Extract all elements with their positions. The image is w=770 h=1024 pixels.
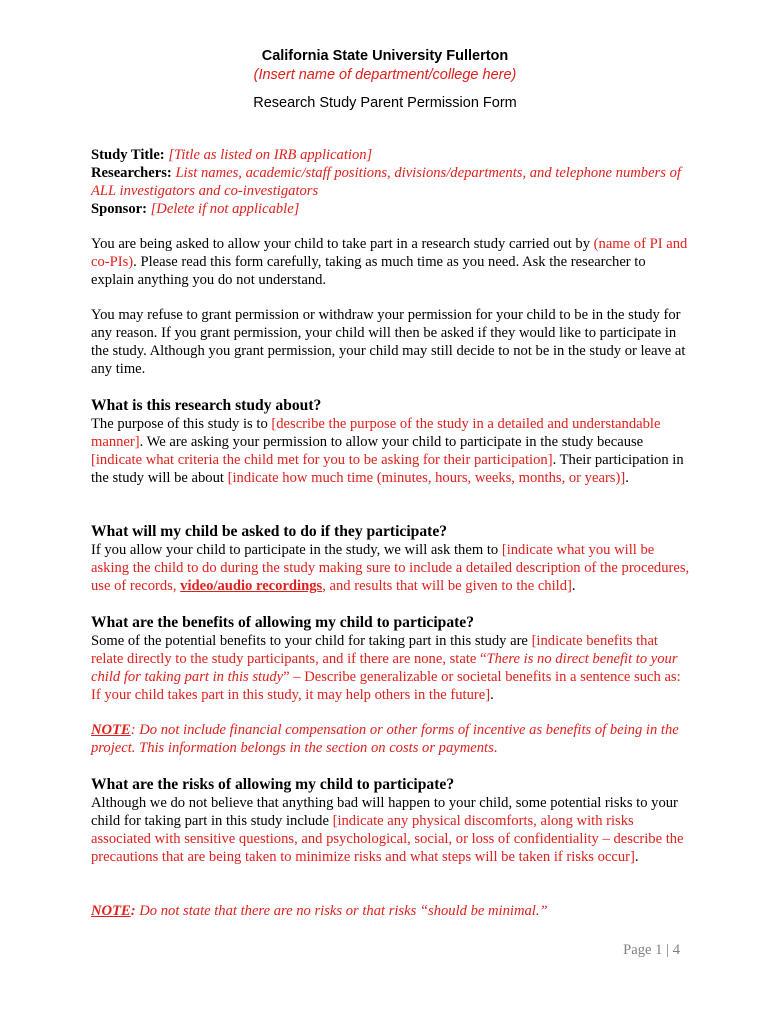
- benefits-text: Some of the potential benefits to your child for taking part in this study are: [91, 633, 532, 649]
- benefits-note: [91, 721, 691, 757]
- sponsor-line: [91, 200, 691, 218]
- section-risks-heading: What are the risks of allowing my child to participate?: [91, 776, 455, 793]
- risks-text: Although we do not believe that anything bad will happen to your child, some potential risks to your child for taking part in this study include: [91, 795, 678, 829]
- intro-pi-placeholder: (name of PI and co-PIs): [91, 236, 688, 270]
- benefits-placeholder: [indicate benefits that relate directly to the study participants, and if there are none, state “: [91, 633, 658, 667]
- researchers-line: [91, 164, 691, 200]
- researchers-label: Researchers:: [91, 165, 172, 181]
- benefits-placeholder-end: ” – Describe generalizable or societal benefits in a sentence such as: If your child takes part in this study, it may help others in the future]: [91, 669, 681, 703]
- risks-note-colon: :: [130, 903, 136, 919]
- risks-note-label: NOTE: [91, 903, 131, 919]
- section-tasks-body: [91, 541, 691, 595]
- intro-text-cont: . Please read this form carefully, taking as much time as you need. Ask the researcher to explain anything you do not understand.: [91, 254, 646, 288]
- tasks-text-end: .: [571, 578, 576, 594]
- section-about-heading: What is this research study about?: [91, 397, 322, 414]
- tasks-placeholder: [indicate what you will be asking the child to do during the study making sure to include a detailed description of the procedures, use of records,: [91, 542, 690, 594]
- tasks-placeholder-end: , and results that will be given to the child]: [322, 578, 572, 594]
- form-title-text: Research Study Parent Permission Form: [253, 95, 517, 111]
- about-purpose-placeholder: [describe the purpose of the study in a detailed and understandable manner]: [91, 416, 661, 450]
- risks-note-text: Do not state that there are no risks or that risks “should be minimal.”: [135, 903, 548, 919]
- study-title-label: Study Title:: [91, 147, 165, 163]
- study-title-value: [Title as listed on IRB application]: [168, 147, 373, 163]
- risks-note: [91, 902, 691, 920]
- form-title: [0, 95, 770, 111]
- section-about-body: [91, 415, 691, 487]
- department-placeholder: (Insert name of department/college here): [253, 67, 517, 83]
- about-time-placeholder: [indicate how much time (minutes, hours, weeks, months, or years)]: [227, 470, 626, 486]
- tasks-recordings-emphasis: video/audio recordings: [180, 578, 323, 594]
- risks-placeholder: [indicate any physical discomforts, along with risks associated with sensitive questions, and psychological, social, or loss of confidentiality – describe the precautions that are being taken to minimize risks and what steps will be taken if risks occur]: [91, 813, 684, 865]
- about-text-2: . We are asking your permission to allow your child to participate in the study because: [139, 434, 644, 450]
- sponsor-value: [Delete if not applicable]: [150, 201, 300, 217]
- tasks-text: If you allow your child to participate in the study, we will ask them to: [91, 542, 502, 558]
- section-tasks: [91, 523, 691, 595]
- benefits-note-end: .: [493, 740, 498, 756]
- study-title-line: [91, 146, 691, 164]
- section-benefits-body: [91, 632, 691, 704]
- intro-text: You are being asked to allow your child to take part in a research study carried out by: [91, 236, 594, 252]
- university-name: California State University Fullerton: [261, 48, 509, 64]
- about-text: The purpose of this study is to: [91, 416, 272, 432]
- intro-paragraph-2: You may refuse to grant permission or withdraw your permission for your child to be in the study for any reason. If you grant permission, your child will then be asked if they would like to participate in the study. Although you grant permission, your child may still decide to not be in the study or leave at any time.: [91, 307, 686, 377]
- section-risks: [91, 776, 691, 866]
- about-text-end: .: [625, 470, 629, 486]
- section-benefits-heading: What are the benefits of allowing my child to participate?: [91, 614, 475, 631]
- benefits-note-label: NOTE: [91, 722, 131, 738]
- benefits-text-end: .: [490, 687, 494, 703]
- benefits-note-text: : Do not include financial compensation or other forms of incentive as benefits of being in the project. This information belongs in the section on costs or payments: [91, 722, 679, 756]
- about-criteria-placeholder: [indicate what criteria the child met for you to be asking for their participation]: [91, 452, 553, 468]
- study-meta: [91, 146, 691, 218]
- intro-paragraph-1: [91, 235, 691, 289]
- researchers-value: List names, academic/staff positions, divisions/departments, and telephone numbers of ALL investigators and co-investigators: [91, 165, 681, 199]
- section-about: [91, 397, 691, 487]
- page-number: Page 1 | 4: [623, 942, 680, 958]
- benefits-no-benefit-phrase: There is no direct benefit to your child for taking part in this study: [91, 651, 678, 685]
- section-benefits: [91, 614, 691, 704]
- section-tasks-heading: What will my child be asked to do if they participate?: [91, 523, 448, 540]
- section-risks-body: [91, 794, 691, 866]
- sponsor-label: Sponsor:: [91, 201, 147, 217]
- risks-text-end: .: [634, 849, 639, 865]
- about-text-3: . Their participation in the study will be about: [91, 452, 684, 486]
